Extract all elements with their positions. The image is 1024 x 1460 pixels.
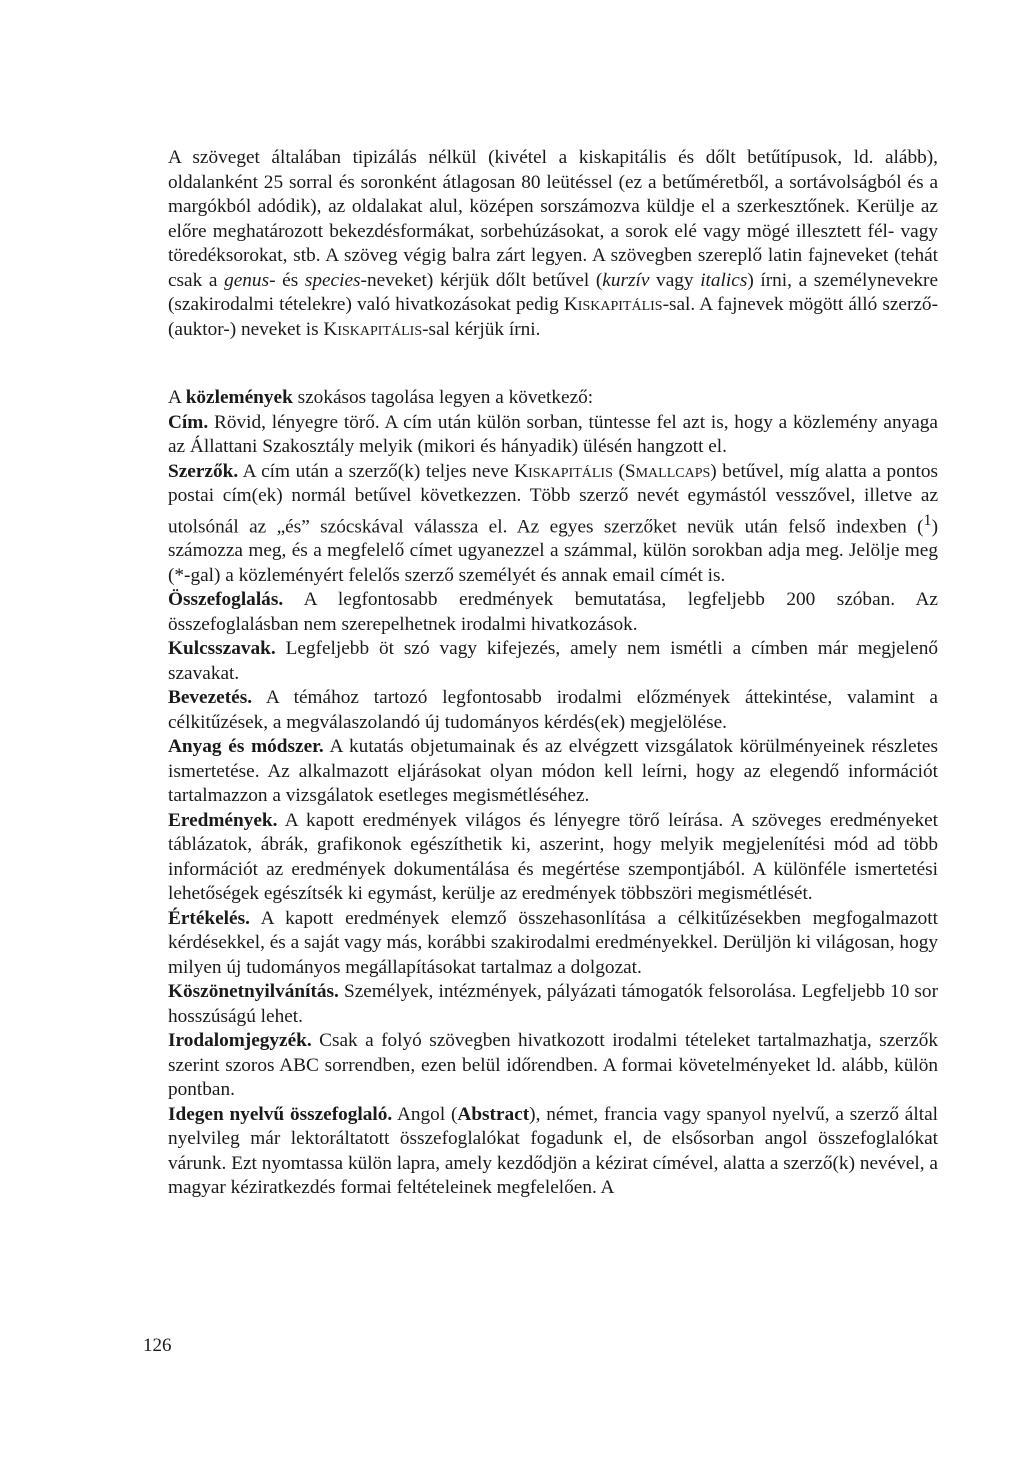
section-irodalomjegyzek: Irodalomjegyzék. Csak a folyó szövegben hivatkozott irodalmi tételeket tartalmazhatja, szerzők szerint szoros ABC sorrendben, ezen belül időrendben. A formai követelményeket ld. alább, külön pontban. [168,1030,938,1101]
section-idegen-nyelvu-osszefoglalo: Idegen nyelvű összefoglaló. Angol (Abstract), német, francia vagy spanyol nyelvű, a szerző által nyelvileg már lektoráltatott összefoglalókat fogadunk el, de elsősorban angol összefoglalókat várunk. Ezt nyomtassa külön lapra, amely kezdődjön a kézirat címével, alatta a szerző(k) nevével, a magyar kéziratkezdés formai feltételeinek megfelelően. A [168,1103,938,1199]
section-szerzok: Szerzők. A cím után a szerző(k) teljes neve Kiskapitális (Smallcaps) betűvel, míg alatta a pontos postai cím(ek) normál betűvel következzen. Több szerző nevét egymástól vesszővel, illetve az utolsónál az „és” szócskával válassza el. Az egyes szerzőket nevük után felső indexben ($^1$) számozza meg, és a megfelelő címet ugyanezzel a számmal, külön sorokban adja meg. Jelölje meg (*-gal) a közleményért felelős szerző személyét és annak email címét is. [168,460,938,586]
intro-paragraph: A szöveget általában tipizálás nélkül (kivétel a kiskapitális és dőlt betűtípusok, ld. alább), oldalanként 25 sorral és soronként átlagosan 80 leütéssel (ez a betűméretből, a sortávolságból és a margókból adódik), az oldalakat alul, középen sorszámozva küldje el a szerkesztőnek. Kerülje az előre meghatározott bekezdésformákat, sorbehúzásokat, a sorok elé vagy mögé illesztett fél- vagy töredéksorokat, stb. A szöveg végig balra zárt legyen. A szövegben szereplő latin fajneveket (tehát csak a genus- és species-neveket) kérjük dőlt betűvel (kurzív vagy italics) írni, a személynevekre (szakirodalmi tételekre) való hivatkozásokat pedig Kiskapitális-sal. A fajnevek mögött álló szerző- (auktor-) neveket is Kiskapitális-sal kérjük írni. [168,147,938,340]
section-ertekeles: Értékelés. A kapott eredmények elemző összehasonlítása a célkitűzésekben megfogalmazott kérdésekkel, és a saját vagy más, korábbi szakirodalmi eredményekkel. Derüljön ki világosan, hogy milyen új tudományos megállapításokat tartalmaz a dolgozat. [168,907,938,978]
section-koszonetnyilvanitas: Köszönetnyilvánítás. Személyek, intézmények, pályázati támogatók felsorolása. Legfeljebb 10 sor hosszúságú lehet. [168,981,938,1027]
section-kulcsszavak: Kulcsszavak. Legfeljebb öt szó vagy kifejezés, amely nem ismétli a címben már megjelenő szavakat. [168,638,938,684]
section-eredmenyek: Eredmények. A kapott eredmények világos és lényegre törő leírása. A szöveges eredményeket táblázatok, ábrák, grafikonok egészíthetik ki, aszerint, hogy melyik megjelenítési mód ad több információt az eredmények dokumentálása és megértése szempontjából. A különféle ismertetési lehetőségek egészítsék ki egymást, kerülje az eredmények többszöri megismétlését. [168,809,938,905]
structure-lead: A közlemények szokásos tagolása legyen a következő: [168,387,594,408]
page-body [168,146,938,1201]
section-cim: Cím. Rövid, lényegre törő. A cím után külön sorban, tüntesse fel azt is, hogy a közlemény anyaga az Állattani Szakosztály melyik (mikori és hányadik) ülésén hangzott el. [168,411,938,457]
section-bevezetes: Bevezetés. A témához tartozó legfontosabb irodalmi előzmények áttekintése, valamint a célkitűzések, a megválaszolandó új tudományos kérdés(ek) megjelölése. [168,687,938,733]
section-osszefoglalas: Összefoglalás. A legfontosabb eredmények bemutatása, legfeljebb 200 szóban. Az összefoglalásban nem szerepelhetnek irodalmi hivatkozások. [168,589,938,635]
page-number: 126 [143,1335,172,1356]
section-anyag-es-modszer: Anyag és módszer. A kutatás objetumainak és az elvégzett vizsgálatok körülményeinek részletes ismertetése. Az alkalmazott eljárásokat olyan módon kell leírni, hogy az elegendő információt tartalmazzon a vizsgálatok esetleges megismétléséhez. [168,736,938,807]
